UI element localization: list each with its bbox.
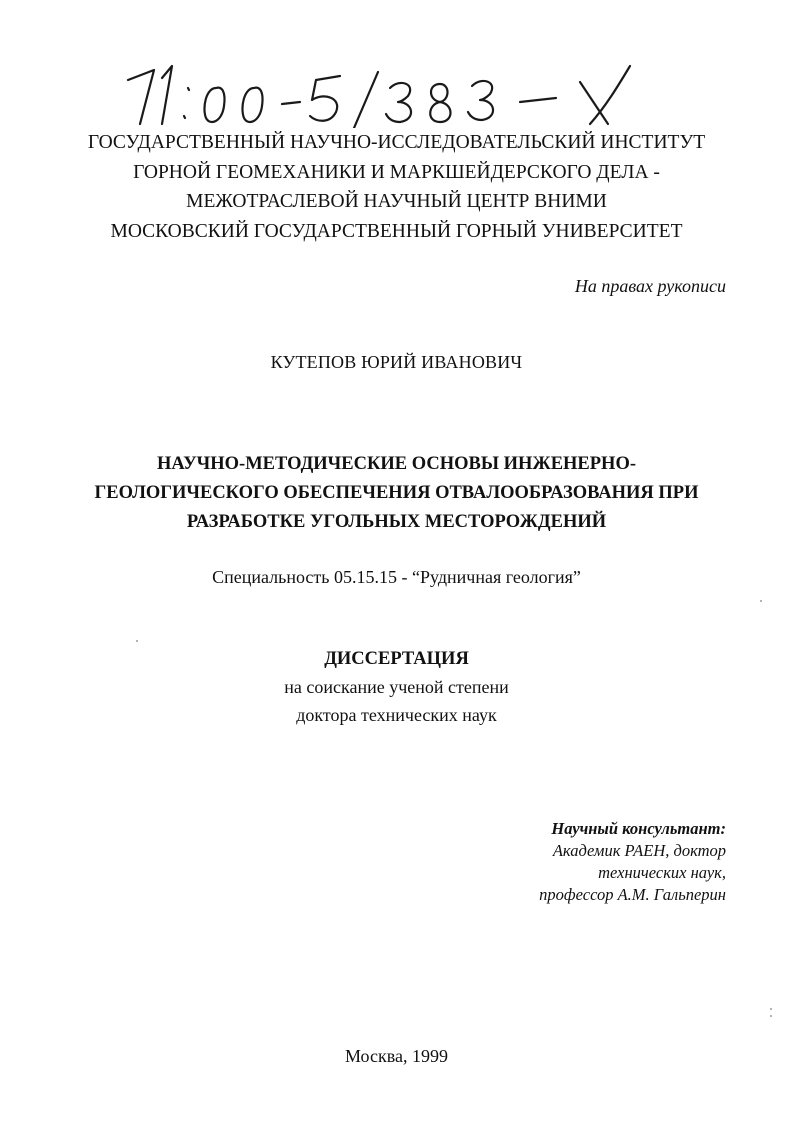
consultant-line: технических наук, [598,863,726,882]
dissertation-heading: ДИССЕРТАЦИЯ [324,649,469,669]
dissertation-title [0,450,793,537]
scan-speck [770,1008,772,1010]
title-line: РАЗРАБОТКЕ УГОЛЬНЫХ МЕСТОРОЖДЕНИЙ [186,512,607,532]
scientific-consultant-block [539,818,726,906]
dissertation-type-block [0,645,793,729]
consultant-heading: Научный консультант: [551,819,726,838]
degree-line-2: доктора технических наук [296,705,497,725]
scan-speck [760,600,762,602]
rights-note: На правах рукописи [574,276,726,296]
consultant-line: профессор А.М. Гальперин [539,885,726,904]
city-and-year: Москва, 1999 [345,1046,448,1066]
author-name: КУТЕПОВ ЮРИЙ ИВАНОВИЧ [270,352,523,372]
specialty-line: Специальность 05.15.15 - “Рудничная геология” [212,567,581,587]
consultant-line: Академик РАЕН, доктор [552,841,726,860]
scan-speck [136,640,138,642]
institution-line: МЕЖОТРАСЛЕВОЙ НАУЧНЫЙ ЦЕНТР ВНИМИ [186,191,607,212]
institution-line: ГОРНОЙ ГЕОМЕХАНИКИ И МАРКШЕЙДЕРСКОГО ДЕЛА - [133,161,660,183]
title-line: НАУЧНО-МЕТОДИЧЕСКИЕ ОСНОВЫ ИНЖЕНЕРНО- [156,454,636,474]
handwritten-archive-number [110,58,650,128]
handwritten-archive-number-drawing [110,58,650,128]
title-line: ГЕОЛОГИЧЕСКОГО ОБЕСПЕЧЕНИЯ ОТВАЛООБРАЗОВАНИЯ ПРИ [94,483,699,503]
institution-line: ГОСУДАРСТВЕННЫЙ НАУЧНО-ИССЛЕДОВАТЕЛЬСКИЙ ИНСТИТУТ [87,132,706,153]
degree-line-1: на соискание ученой степени [284,677,509,697]
scan-speck [770,1015,772,1017]
institution-block [0,128,793,246]
institution-line: МОСКОВСКИЙ ГОСУДАРСТВЕННЫЙ ГОРНЫЙ УНИВЕРСИТЕТ [110,220,683,242]
